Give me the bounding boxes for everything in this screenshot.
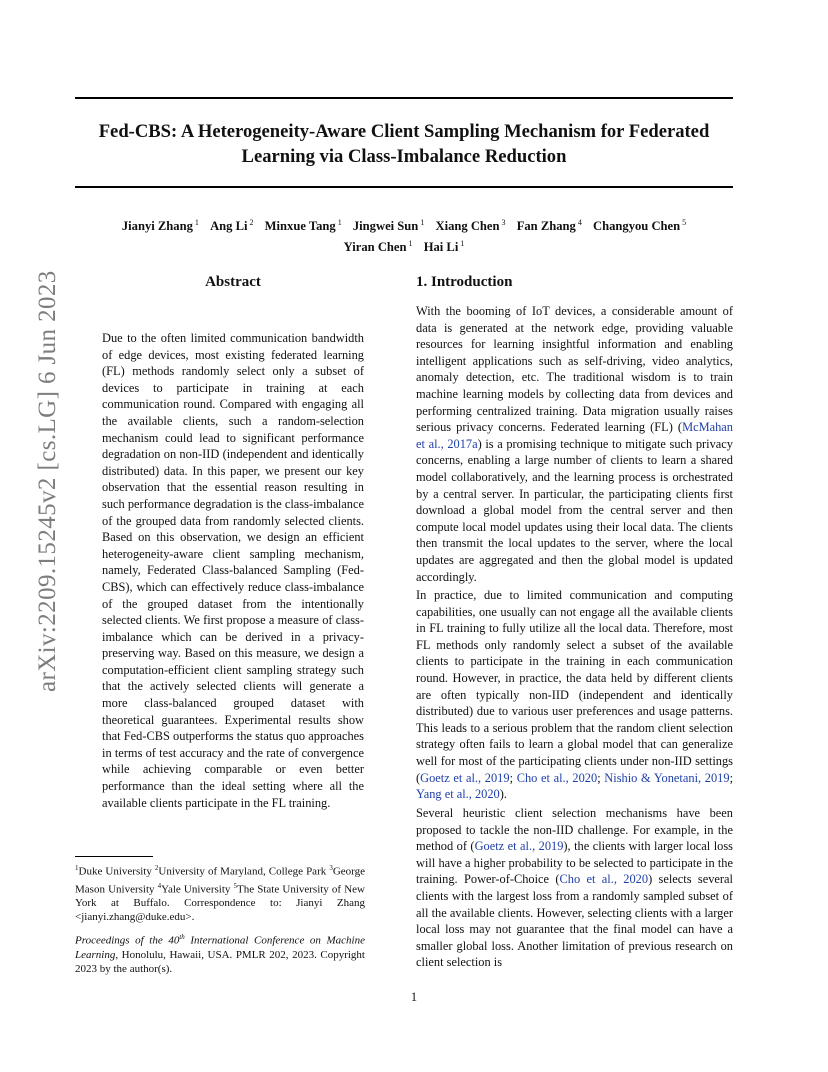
citation-link[interactable]: Cho et al., 2020 (559, 872, 649, 887)
author-list (75, 214, 733, 256)
intro-paragraph: In practice, due to limited communication and computing capabilities, one usually can not engage all the available clients in FL training to fully utilize all the local data. Therefore, most FL methods only randomly select a subset of the available clients to participate in the training in each communication round. However, in practice, the data held by different clients are often typically non-IID (independent and identically distributed) due to various user preferences and usage patterns. This leads to a serious problem that the random client selection strategy often fails to learn a global model that can generalize well for most of the participating clients under non-IID settings (Goetz et al., 2019; Cho et al., 2020; Nishio & Yonetani, 2019; Yang et al., 2020). (416, 588, 734, 802)
abstract-heading: Abstract (205, 274, 261, 290)
citation-link[interactable]: Nishio & Yonetani, 2019 (604, 770, 730, 785)
author: Ang Li $^2$ (210, 218, 254, 234)
paper-title: Fed-CBS: A Heterogeneity-Aware Client Sampling Mechanism for Federated Learning via Class-Imbalance Reduction (98, 121, 710, 167)
affiliation-footnote: $^1$Duke University $^2$University of Maryland, College Park $^3$George Mason University $^4$Yale University $^5$The State University of New York at Buffalo. Correspondence to: Jianyi Zhang <jianyi.zhang@duke.edu>. (75, 864, 365, 924)
citation-link[interactable]: Goetz et al., 2019 (420, 770, 510, 785)
citation-link[interactable]: Goetz et al., 2019 (474, 839, 564, 854)
intro-paragraph: With the booming of IoT devices, a considerable amount of data is generated at the network edge, providing valuable resources for learning insightful information and enabling intelligent applications such as self-driving, video analytics, anomaly detection, etc. The traditional wisdom is to train machine learning models by collecting data from devices and performing centralized training. Data migration usually raises serious privacy concerns. Federated learning (FL) (McMahan et al., 2017a) is a promising technique to mitigate such privacy concerns, enabling a large number of clients to learn a shared model collaboratively, and the learning process is orchestrated by a central server. In particular, the participating clients first download a global model from the central server and then compute local model updates using their local data. The clients then transmit the local updates to the server, where the local updates are aggregated and then the global model is updated accordingly. (416, 304, 733, 584)
title-bottom-rule (75, 186, 733, 188)
page-number: 1 (410, 990, 418, 1004)
top-rule (75, 97, 733, 99)
author: Fan Zhang $^4$ (516, 218, 582, 234)
citation-link[interactable]: McMahan et al., 2017a (416, 420, 733, 451)
section-heading-introduction: 1. Introduction (416, 274, 513, 290)
citation-link[interactable]: Cho et al., 2020 (516, 770, 598, 785)
author: Minxue Tang $^1$ (264, 218, 342, 234)
citation-link[interactable]: Yang et al., 2020 (416, 787, 500, 802)
abstract-text: Due to the often limited communication bandwidth of edge devices, most existing federated learning (FL) methods randomly select only a subset of devices to participate in training at each communication round. Compared with engaging all the available clients, such a random-selection mechanism could lead to significant performance degradation on non-IID (independent and identically distributed) data. In this paper, we present our key observation that the essential reason resulting in such performance degradation is the class-imbalance of the grouped data from randomly selected clients. Based on this observation, we design an efficient heterogeneity-aware client sampling mechanism, namely, Federated Class-balanced Sampling (Fed-CBS), which can effectively reduce class-imbalance of the grouped dataset from the intentionally selected clients. We first propose a measure of class-imbalance which can be derived in a privacy-preserving way. Based on this measure, we design a computation-efficient client sampling strategy such that the actively selected clients will generate a more class-balanced grouped dataset with theoretical guarantees. Experimental results show that Fed-CBS outperforms the status quo approaches in terms of test accuracy and the rate of convergence while achieving comparable or even better performance than the ideal setting where all the available clients participate in the FL training. (102, 331, 364, 810)
author: Yiran Chen $^1$ (343, 239, 413, 255)
author: Hai Li $^1$ (423, 239, 465, 255)
author: Changyou Chen $^5$ (593, 218, 687, 234)
intro-paragraph: Several heuristic client selection mechanisms have been proposed to tackle the non-IID challenge. For example, in the method of (Goetz et al., 2019), the clients with larger local loss will have a higher probability to be selected to participate in the training. Power-of-Choice (Cho et al., 2020) selects several clients with the largest loss from a randomly sampled subset of all the available clients. However, selecting clients with a larger local loss may not guarantee that the final model can have a smaller global loss. Another limitation of previous research on client selection is (416, 806, 733, 970)
author: Xiang Chen $^3$ (435, 218, 506, 234)
author: Jianyi Zhang $^1$ (121, 218, 199, 234)
footnote-rule (75, 856, 153, 857)
arxiv-stamp: arXiv:2209.15245v2 [cs.LG] 6 Jun 2023 (34, 270, 61, 692)
proceedings-note: Proceedings of the 40th International Conference on Machine Learning, Honolulu, Hawaii, USA. PMLR 202, 2023. Copyright 2023 by the author(s). (75, 933, 365, 975)
author: Jingwei Sun $^1$ (352, 218, 425, 234)
